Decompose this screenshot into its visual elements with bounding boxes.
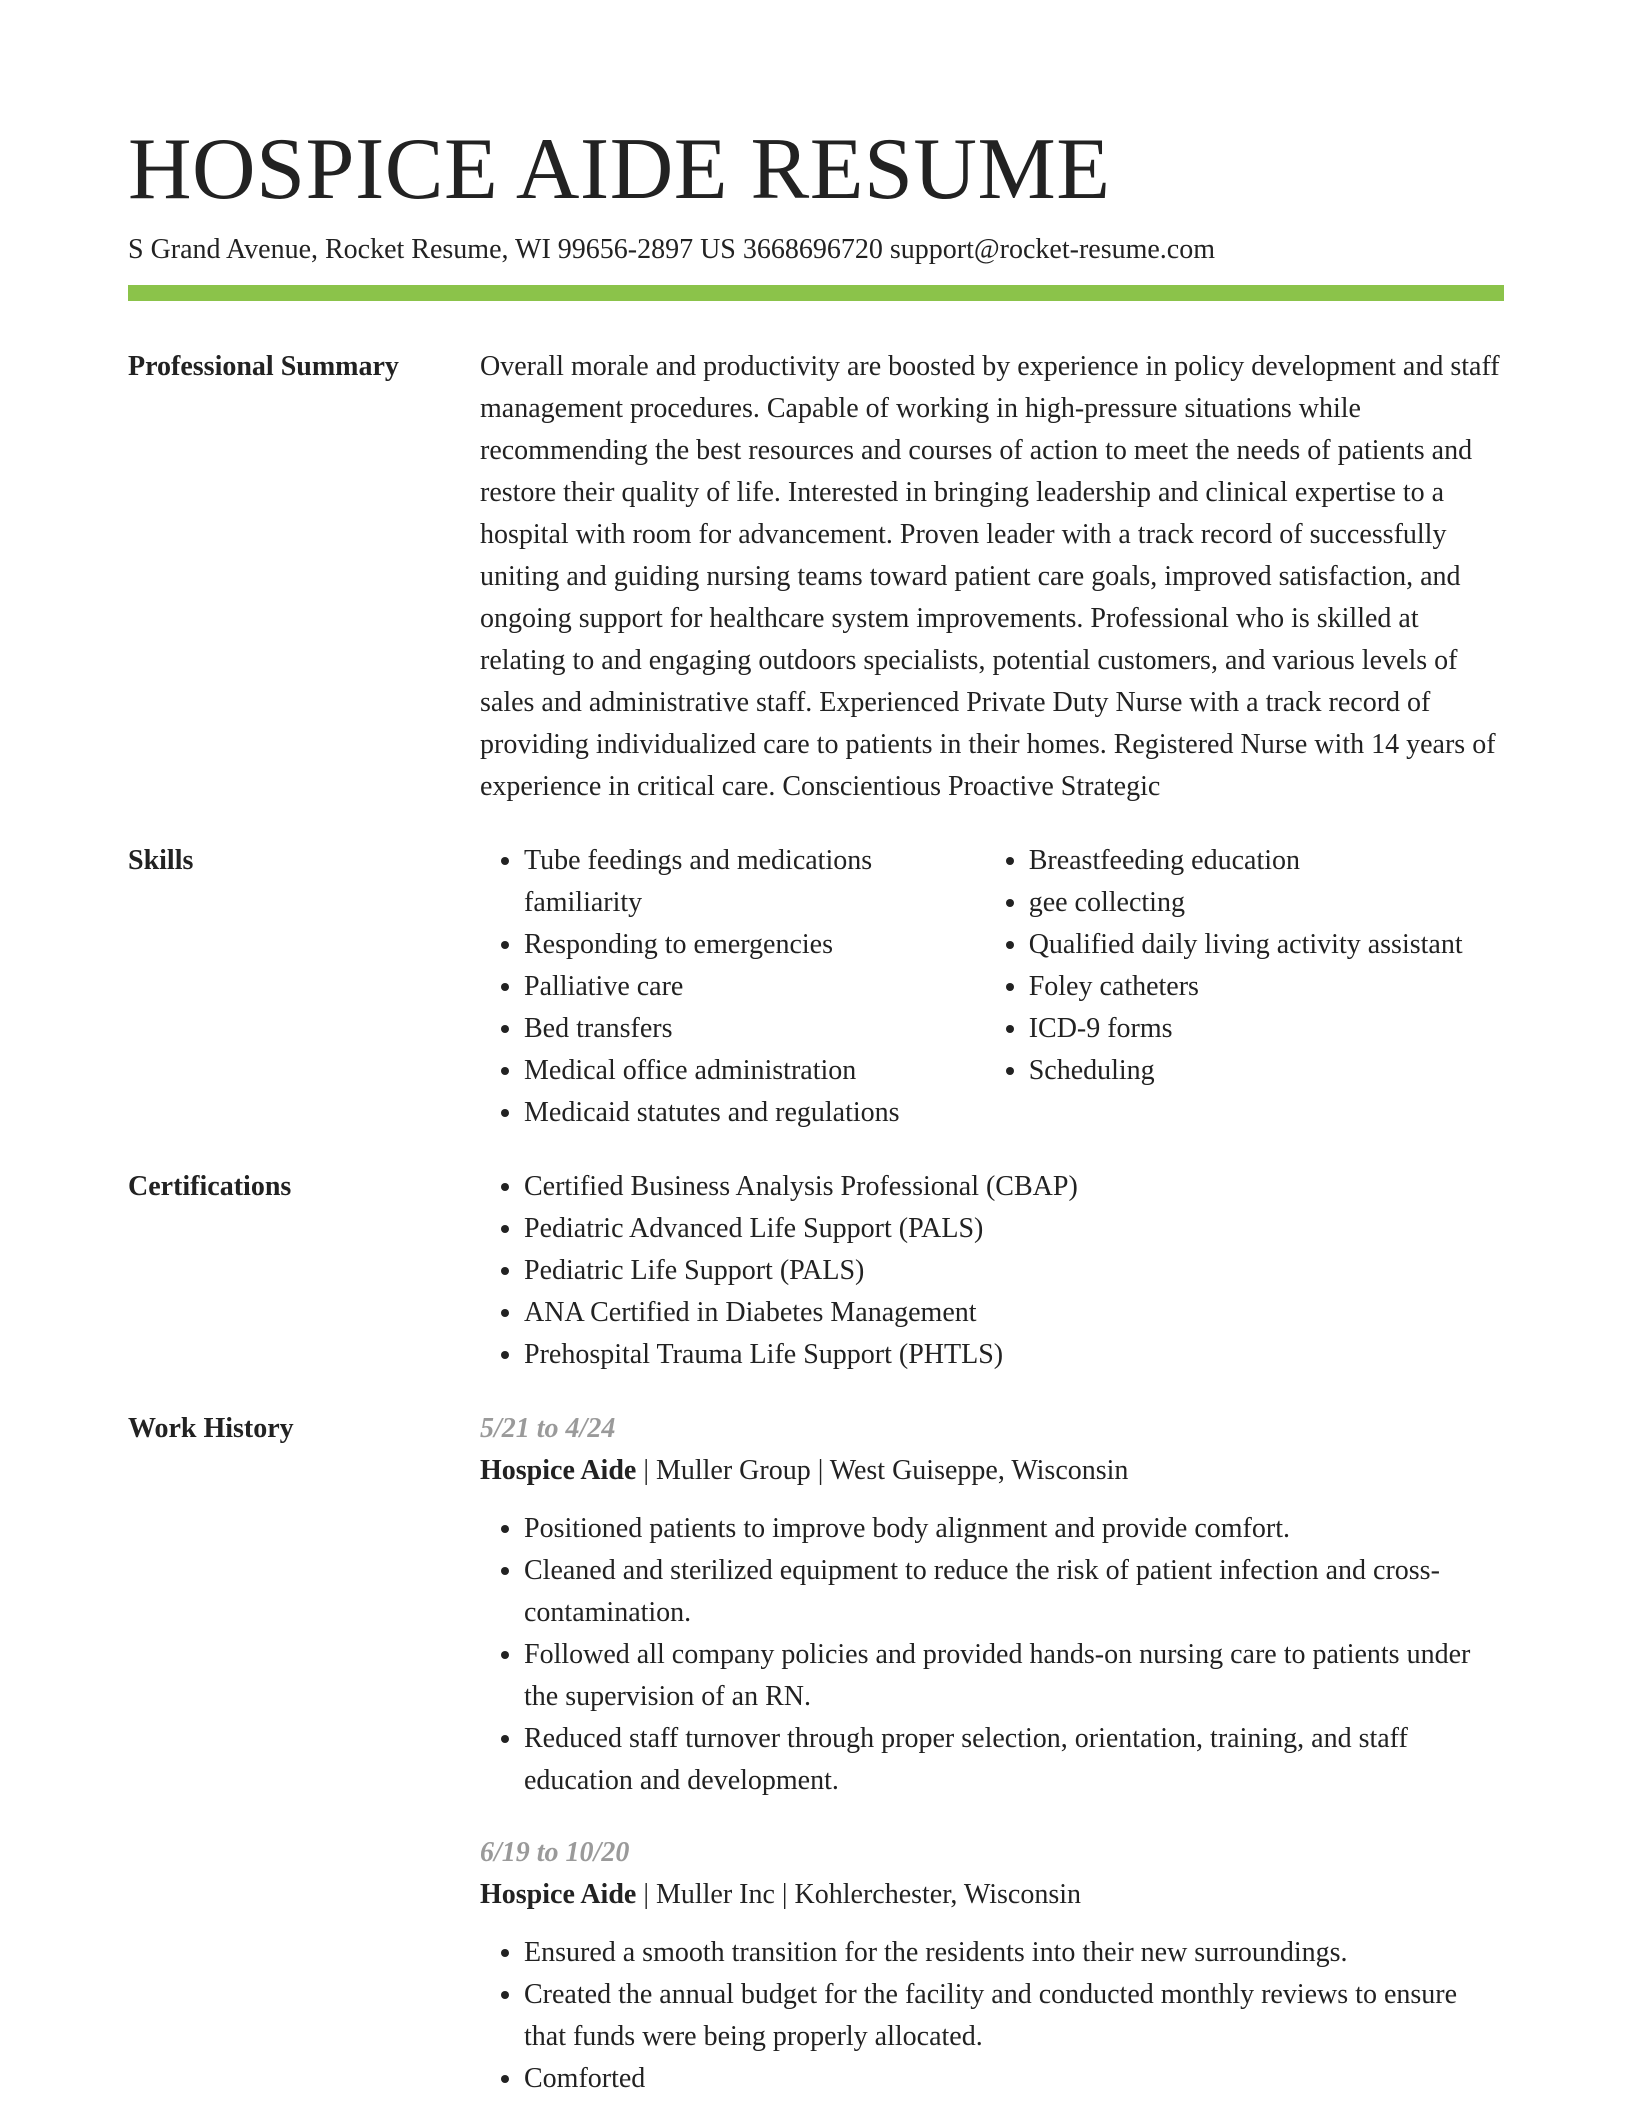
job-dates: 6/19 to 10/20 [480,1837,630,1868]
job-bullets [480,1932,1504,2100]
section-label-skills: Skills [128,845,194,876]
job-bullets [480,1508,1504,1802]
skill-item: • Bed transfers [524,1008,985,1050]
skills-content [480,840,1504,1134]
summary-text: Overall morale and productivity are boosted by experience in policy development and staff management procedures. Capable of working in high-pressure situations while recommending the best resources and courses of action to meet the needs of patients and restore their quality of life. Interested in bringing leadership and clinical expertise to a hospital with room for advancement. Proven leader with a track record of successfully uniting and guiding nursing teams toward patient care goals, improved satisfaction, and ongoing support for healthcare system improvements. Professional who is skilled at relating to and engaging outdoors specialists, potential customers, and various levels of sales and administrative staff. Experienced Private Duty Nurse with a track record of providing individualized care to patients in their homes. Registered Nurse with 14 years of experience in critical care. Conscientious Proactive Strategic [480,351,1500,802]
job-details: | Muller Group | West Guiseppe, Wisconsin [636,1455,1129,1486]
job-bullet: • Reduced staff turnover through proper selection, orientation, training, and staff education and development. [524,1718,1504,1802]
job-details: | Muller Inc | Kohlerchester, Wisconsin [636,1879,1082,1910]
job-bullet: • Ensured a smooth transition for the residents into their new surroundings. [524,1932,1504,1974]
skill-item: • Medicaid statutes and regulations [524,1092,985,1134]
summary-content [480,346,1504,808]
certifications-content [480,1166,1504,1376]
job-bullet: • Comforted [524,2058,1504,2100]
job-bullet: • Followed all company policies and provided hands-on nursing care to patients under the supervision of an RN. [524,1634,1504,1718]
accent-divider [128,285,1504,301]
section-label-certifications: Certifications [128,1171,292,1202]
skill-item: • ICD-9 forms [1029,1008,1504,1050]
work-history-content [480,1408,1504,2100]
job-heading [480,1874,1504,1916]
section-label-summary: Professional Summary [128,351,399,382]
skill-item: • Medical office administration [524,1050,985,1092]
certification-item: • Pediatric Life Support (PALS) [524,1250,1504,1292]
job-bullet: • Cleaned and sterilized equipment to reduce the risk of patient infection and cross-contamination. [524,1550,1504,1634]
job-title: Hospice Aide [480,1879,637,1910]
skill-item: • Qualified daily living activity assistant [1029,924,1504,966]
certification-item: • Certified Business Analysis Professional (CBAP) [524,1166,1504,1208]
section-label-work-history: Work History [128,1413,294,1444]
certification-item: • Pediatric Advanced Life Support (PALS) [524,1208,1504,1250]
skill-item: • Breastfeeding education [1029,840,1504,882]
certification-item: • Prehospital Trauma Life Support (PHTLS) [524,1334,1504,1376]
job-heading [480,1450,1504,1492]
skill-item: • gee collecting [1029,882,1504,924]
skill-item: • Tube feedings and medications familiarity [524,840,985,924]
resume-title: HOSPICE AIDE RESUME [128,121,1111,218]
job-title: Hospice Aide [480,1455,637,1486]
contact-line: S Grand Avenue, Rocket Resume, WI 99656-2897 US 3668696720 support@rocket-resume.com [128,234,1216,265]
skill-item: • Palliative care [524,966,985,1008]
certifications-list [480,1166,1504,1376]
skill-item: • Responding to emergencies [524,924,985,966]
skills-list-left [480,840,985,1134]
job-bullet: • Positioned patients to improve body alignment and provide comfort. [524,1508,1504,1550]
certification-item: • ANA Certified in Diabetes Management [524,1292,1504,1334]
job-entry [480,1408,1504,1802]
job-bullet: • Created the annual budget for the facility and conducted monthly reviews to ensure that funds were being properly allocated. [524,1974,1504,2058]
job-entry [480,1832,1504,2100]
skill-item: • Scheduling [1029,1050,1504,1092]
job-dates: 5/21 to 4/24 [480,1413,616,1444]
skills-list-right [985,840,1504,1134]
skill-item: • Foley catheters [1029,966,1504,1008]
